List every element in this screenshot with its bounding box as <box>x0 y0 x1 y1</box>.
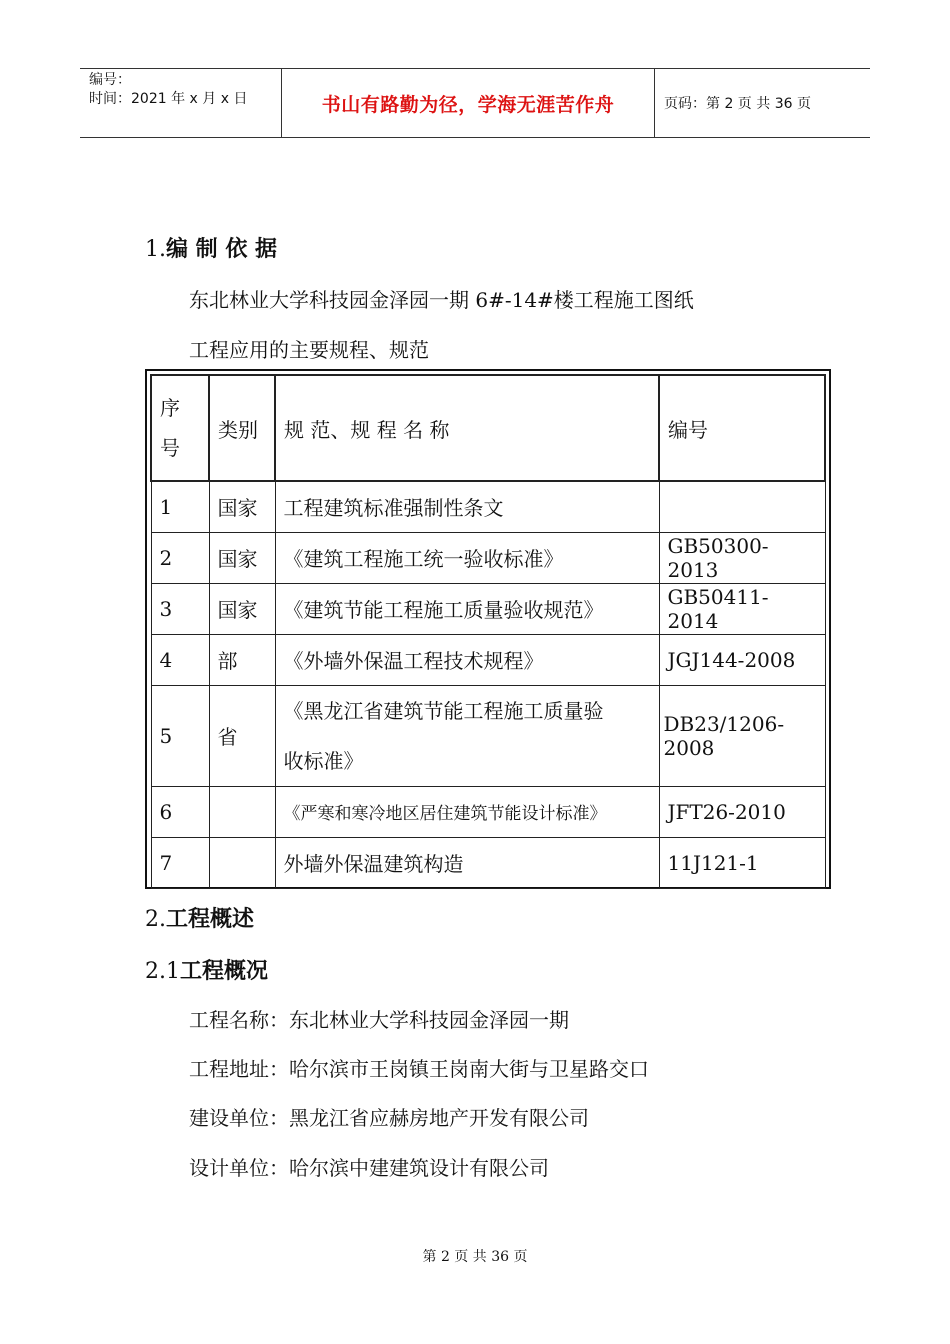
designer-line: 设计单位：哈尔滨中建建筑设计有限公司 <box>189 1156 549 1180</box>
spec-table <box>150 374 826 889</box>
section-1-heading <box>145 232 277 263</box>
section-2-title: 工程概述 <box>166 907 255 932</box>
table-header-row <box>151 375 825 481</box>
table-row: 2 国家 《建筑工程施工统一验收标准》 GB50300-2013 <box>151 532 825 583</box>
page-header <box>80 68 870 138</box>
table-row: 7 外墙外保温建筑构造 11J121-1 <box>151 837 825 888</box>
header-category: 类别 <box>209 375 275 481</box>
section-2-1-number: 2.1 <box>145 959 180 984</box>
header-name: 规 范、规 程 名 称 <box>275 375 659 481</box>
table-row: 6 《严寒和寒冷地区居住建筑节能设计标准》 JFT26-2010 <box>151 786 825 837</box>
table-row: 1 国家 工程建筑标准强制性条文 <box>151 481 825 532</box>
section-2-1-title: 工程概况 <box>180 959 269 984</box>
table-row: 3 国家 《建筑节能工程施工质量验收规范》 GB50411-2014 <box>151 583 825 634</box>
time-label: 时间：2021 年 x 月 x 日 <box>89 91 248 107</box>
project-address-line: 工程地址：哈尔滨市王岗镇王岗南大街与卫星路交口 <box>189 1057 649 1081</box>
number-label: 编号： <box>89 72 131 88</box>
spec-table-frame <box>145 369 831 889</box>
section-2-1-heading <box>145 954 268 985</box>
table-row: 5 省 《黑龙江省建筑节能工程施工质量验 收标准》 DB23/1206-2008 <box>151 685 825 786</box>
section-2-heading <box>145 902 254 933</box>
project-name-line: 工程名称：东北林业大学科技园金泽园一期 <box>189 1008 569 1032</box>
header-motto: 书山有路勤为径，学海无涯苦作舟 <box>281 69 655 137</box>
section-1-line-2: 工程应用的主要规程、规范 <box>189 338 429 362</box>
section-2-number: 2. <box>145 907 166 932</box>
header-seq: 序 号 <box>151 375 209 481</box>
section-1-title: 编 制 依 据 <box>166 237 277 262</box>
section-1-line-1: 东北林业大学科技园金泽园一期 6#-14#楼工程施工图纸 <box>189 288 694 312</box>
page-footer: 第 2 页 共 36 页 <box>422 1249 528 1265</box>
developer-line: 建设单位：黑龙江省应赫房地产开发有限公司 <box>189 1106 589 1130</box>
table-row: 4 部 《外墙外保温工程技术规程》 JGJ144-2008 <box>151 634 825 685</box>
header-code: 编号 <box>659 375 825 481</box>
header-meta <box>80 69 281 137</box>
header-page-info: 页码：第 2 页 共 36 页 <box>664 96 811 112</box>
section-1-number: 1. <box>145 237 166 262</box>
